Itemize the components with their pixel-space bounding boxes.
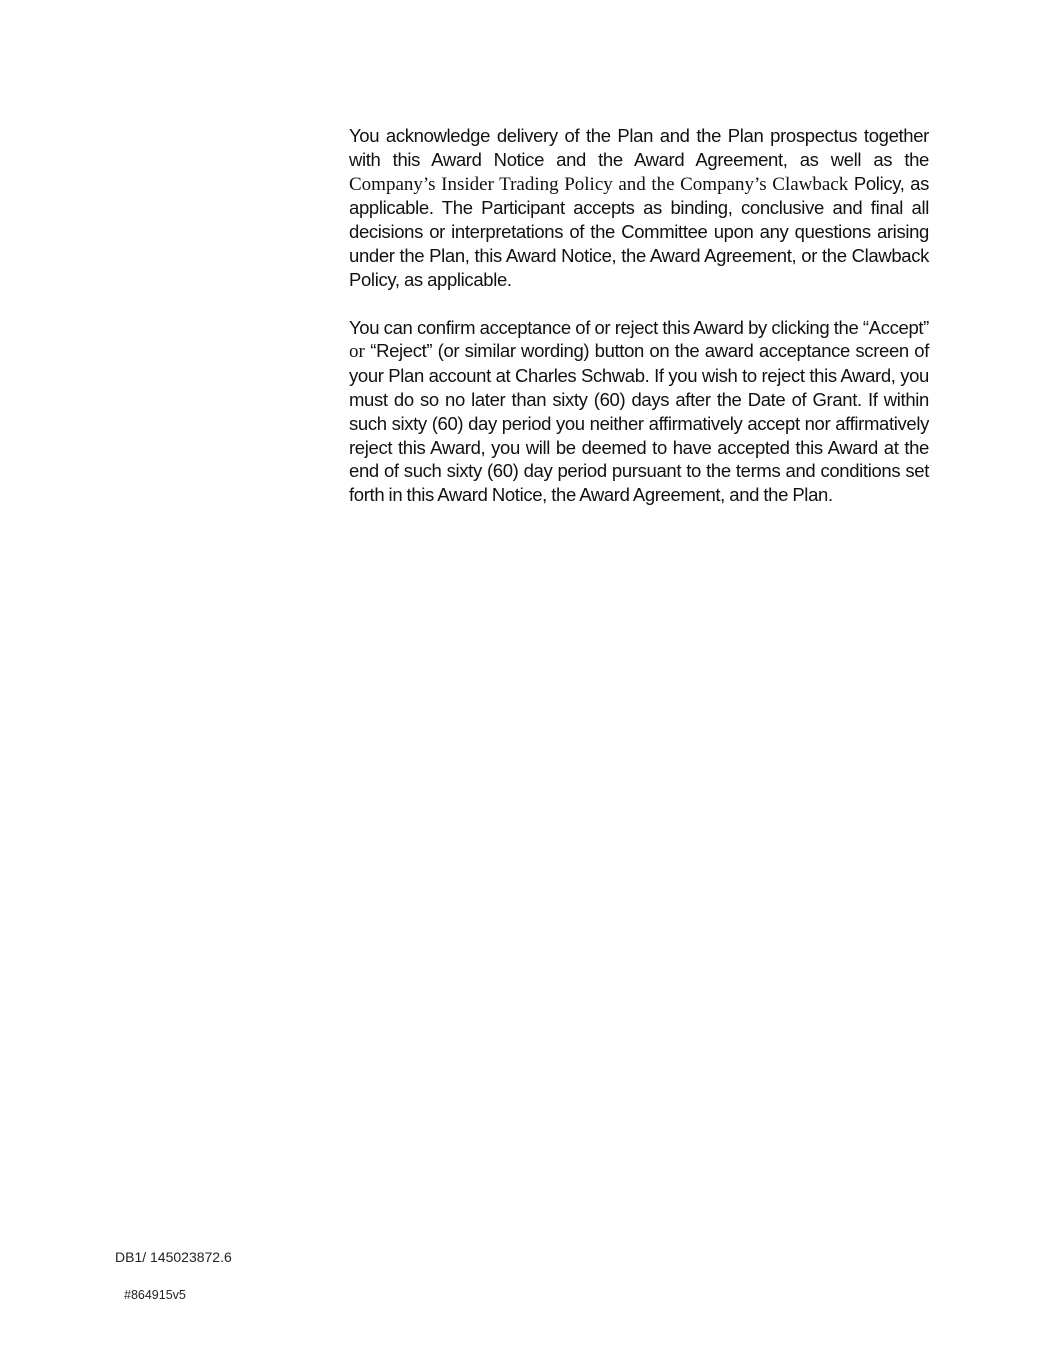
paragraph-acknowledgement-text-c: Policy, as applicable. The Participant accepts as binding, conclusive and final all decisions or interpretations of the Committee upon any questions arising under the Plan, this Award Notice, the Award Agreement, or the Clawback Policy, as applicable. bbox=[349, 172, 929, 290]
paragraph-acknowledgement-text-a: You acknowledge delivery of the Plan and the Plan prospectus together with this Award Notice and the Award Agreement, as well as the bbox=[349, 125, 929, 170]
paragraph-acceptance-text-c: “Reject” (or similar wording) button on the award acceptance screen of your Plan account at Charles Schwab. If you wish to reject this Award, you must do so no later than sixty (60) days after the Date of Grant. If within such sixty (60) day period you neither affirmatively accept nor affirmatively reject this Award, you will be deemed to have accepted this Award at the end of such sixty (60) day period pursuant to the terms and conditions set forth in this Award Notice, the Award Agreement, and the Plan. bbox=[349, 340, 929, 506]
paragraph-acknowledgement bbox=[349, 124, 929, 292]
paragraph-acceptance bbox=[349, 316, 929, 507]
paragraph-acknowledgement-text-b: Company’s Insider Trading Policy and the Company’s Clawback bbox=[349, 173, 849, 195]
footer-document-id: DB1/ 145023872.6 bbox=[115, 1249, 232, 1265]
footer-version-number: #864915v5 bbox=[124, 1288, 186, 1302]
document-body bbox=[349, 124, 929, 507]
paragraph-acceptance-text-a: You can confirm acceptance of or reject this Award by clicking the “Accept” bbox=[349, 316, 929, 338]
paragraph-acceptance-text-b: or bbox=[349, 341, 365, 363]
